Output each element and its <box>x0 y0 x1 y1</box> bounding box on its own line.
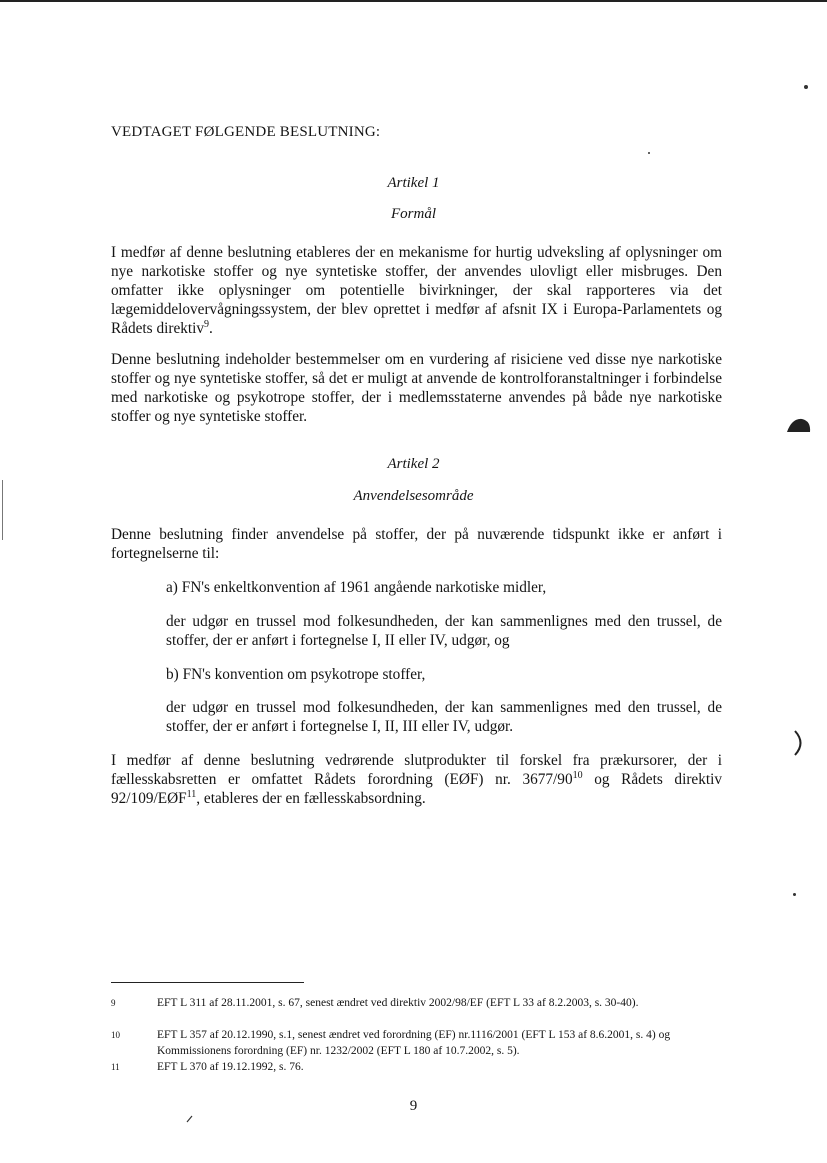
scan-bracket-mark <box>792 728 808 758</box>
article-2-title: Anvendelsesområde <box>353 488 474 504</box>
scan-speck <box>648 152 650 154</box>
article-1-paragraph-2: Denne beslutning indeholder bestemmelser om en vurdering af risiciene ved disse nye narkotiske stoffer og nye syntetiske stoffer, så det er muligt at anvende de kontrolforanstaltninger i forbindelse med narkotiske og psykotrope stoffer, der i medlemsstaterne anvendes på både nye narkotiske stoffer og nye syntetiske stoffer. <box>111 351 722 425</box>
page-number: 9 <box>409 1098 418 1114</box>
article-1-number: Artikel 1 <box>387 175 440 191</box>
article-1-paragraph-1: I medfør af denne beslutning etableres der en mekanisme for hurtig udveksling af oplysninger om nye narkotiske stoffer og nye syntetiske stoffer, der anvendes ulovligt eller misbruges. Den omfatter ikke oplysninger om potentielle bivirkninger, der skal rapporteres via det lægemiddelovervågningssystem, der blev oprettet i medfør af afsnit IX i Europa-Parlamentets og Rådets direktiv$^9$. <box>111 244 722 337</box>
list-item-b: b) FN's konvention om psykotrope stoffer, <box>166 666 426 683</box>
footnote-ref-10: 10 <box>572 769 583 781</box>
decision-heading: VEDTAGET FØLGENDE BESLUTNING: <box>111 124 381 140</box>
list-item-a-continuation: der udgør en trussel mod folkesundheden, der kan sammenlignes med den trussel, de stoffer, der er anført i fortegnelse I, II eller IV, udgør, og <box>166 613 722 649</box>
footnote-ref-9: 9 <box>204 318 210 330</box>
footnote-9-text: EFT L 311 af 28.11.2001, s. 67, senest ændret ved direktiv 2002/98/EF (EFT L 33 af 8.2.2003, s. 30-40). <box>157 997 639 1009</box>
scan-tick-mark <box>185 1114 195 1124</box>
article-2-intro: Denne beslutning finder anvendelse på stoffer, der på nuværende tidspunkt ikke er anført i fortegnelserne til: <box>111 526 722 562</box>
footnote-10-text: EFT L 357 af 20.12.1990, s.1, senest ændret ved forordning (EF) nr.1116/2001 (EFT L 153 af 8.6.2001, s. 4) og Kommissionens forordning (EF) nr. 1232/2002 (EFT L 180 af 10.7.2002, s. 5). <box>157 1029 671 1057</box>
scan-blot-mark <box>786 416 812 434</box>
footnote-11-number: 11 <box>111 1062 120 1072</box>
footnote-10-number: 10 <box>111 1030 120 1040</box>
scan-speck <box>793 893 796 896</box>
footnote-11-text: EFT L 370 af 19.12.1992, s. 76. <box>157 1061 304 1073</box>
scan-top-edge <box>0 0 827 2</box>
article-2-closing-paragraph: I medfør af denne beslutning vedrørende slutprodukter til forskel fra prækursorer, der i fællesskabsretten er omfattet Rådets forordning (EØF) nr. $3677/90^{10}$ og Rådets direktiv 92/109/EØF$^{11}$, etableres der en fællesskabsordning. <box>111 752 723 807</box>
footnote-separator <box>111 982 304 983</box>
article-1-title: Formål <box>391 206 436 222</box>
list-item-b-continuation: der udgør en trussel mod folkesundheden, der kan sammenlignes med den trussel, de stoffer, der er anført i fortegnelse I, II, III eller IV, udgør. <box>166 699 722 735</box>
scan-speck <box>804 85 808 89</box>
footnote-ref-11: 11 <box>186 788 197 800</box>
footnote-9-number: 9 <box>111 998 116 1008</box>
article-2-number: Artikel 2 <box>387 456 440 472</box>
list-item-a: a) FN's enkeltkonvention af 1961 angående narkotiske midler, <box>166 579 547 596</box>
